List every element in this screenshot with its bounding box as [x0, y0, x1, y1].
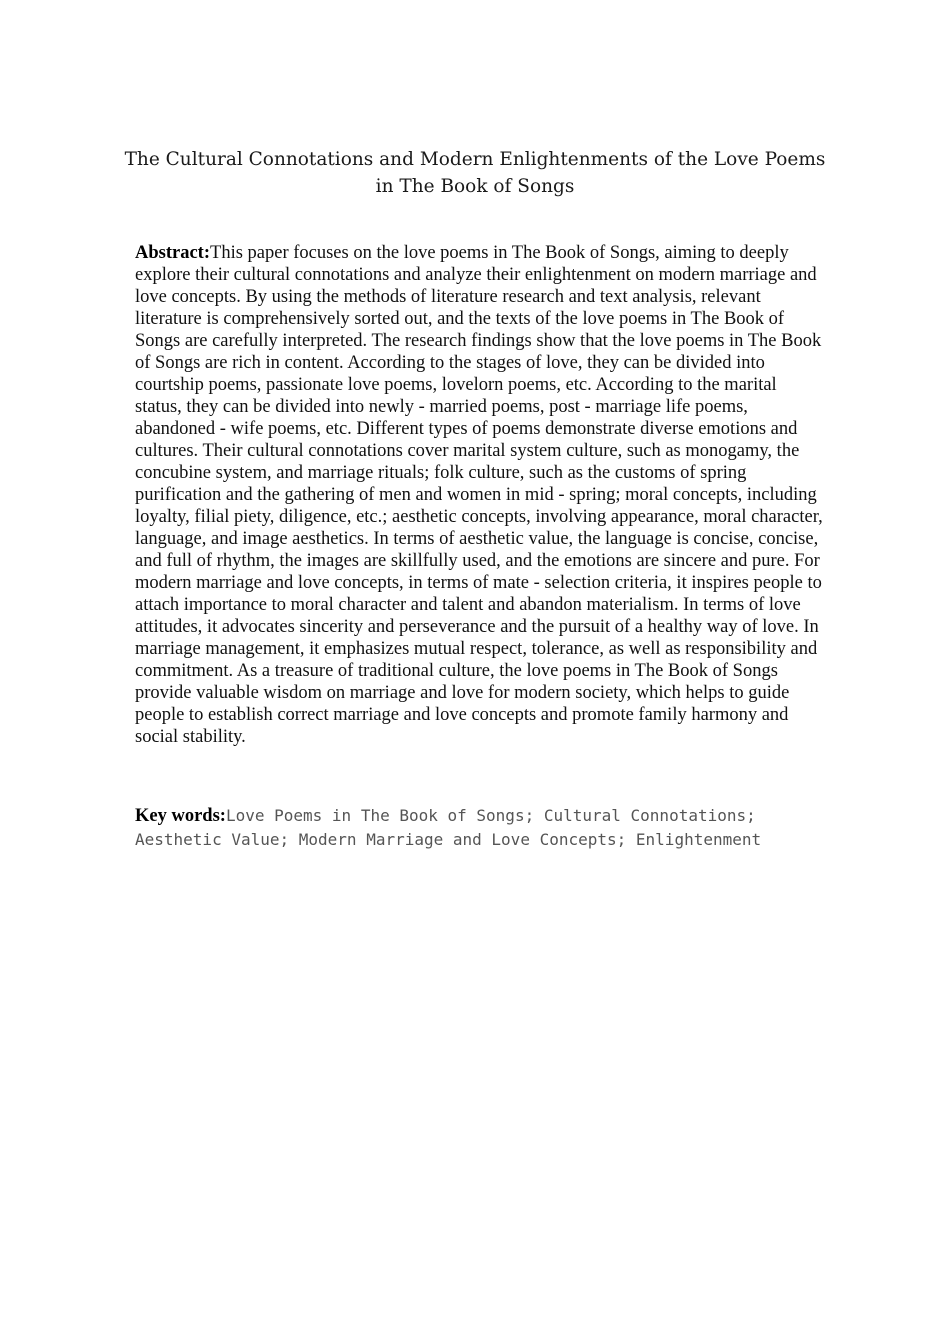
abstract-label: Abstract: [135, 243, 211, 263]
paper-title: The Cultural Connotations and Modern Enlightenments of the Love Poems in The Book of Songs [124, 149, 826, 197]
abstract-text: This paper focuses on the love poems in The Book of Songs, aiming to deeply explore their cultural connotations and analyze their enlightenment on modern marriage and love concepts. By using the methods of literature research and text analysis, relevant literature is comprehensively sorted out, and the texts of the love poems in The Book of Songs are carefully interpreted. The research findings show that the love poems in The Book of Songs are rich in content. According to the stages of love, they can be divided into courtship poems, passionate love poems, lovelorn poems, etc. According to the marital status, they can be divided into newly - married poems, post - marriage life poems, abandoned - wife poems, etc. Different types of poems demonstrate diverse emotions and cultures. Their cultural connotations cover marital system culture, such as monogamy, the concubine system, and marriage rituals; folk culture, such as the customs of spring purification and the gathering of men and women in mid - spring; moral concepts, including loyalty, filial piety, diligence, etc.; aesthetic concepts, involving appearance, moral character, language, and image aesthetics. In terms of aesthetic value, the language is concise, concise, and full of rhythm, the images are skillfully used, and the emotions are sincere and pure. For modern marriage and love concepts, in terms of mate - selection criteria, it inspires people to attach importance to moral character and talent and abandon materialism. In terms of love attitudes, it advocates sincerity and perseverance and the pursuit of a healthy way of love. In marriage management, it emphasizes mutual respect, tolerance, as well as responsibility and commitment. As a treasure of traditional culture, the love poems in The Book of Songs provide valuable wisdom on marriage and love for modern society, which helps to guide people to establish correct marriage and love concepts and promote family harmony and social stability. [135, 243, 823, 747]
keywords-label: Key words: [135, 806, 226, 826]
keywords-text: Love Poems in The Book of Songs; Cultural Connotations; Aesthetic Value; Modern Marriage and Love Concepts; Enlightenment [135, 806, 762, 849]
keywords-paragraph [135, 804, 825, 852]
abstract-paragraph [135, 242, 825, 748]
